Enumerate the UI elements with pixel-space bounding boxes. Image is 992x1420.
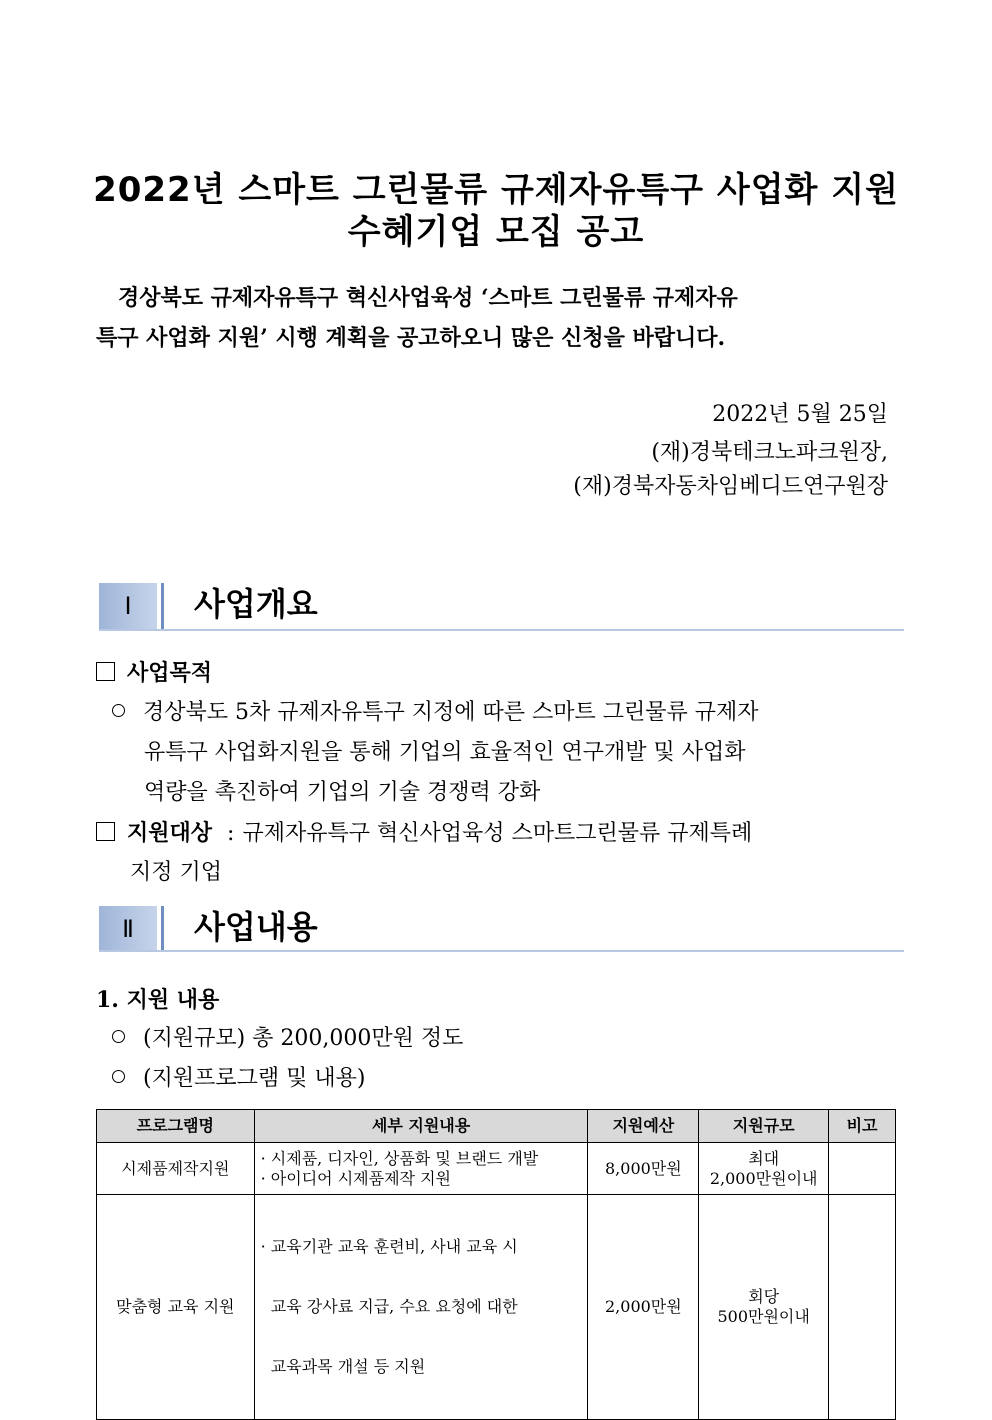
organization-2: (재)경북자동차임베디드연구원장: [573, 474, 888, 499]
scale-cell: [699, 1143, 829, 1195]
budget-cell: 2,000만원: [588, 1195, 699, 1420]
scale-line: 500만원이내: [717, 1307, 810, 1326]
purpose-line-1-row: [112, 693, 759, 733]
detail-line: · 교육기관 교육 훈련비, 사내 교육 시: [260, 1237, 518, 1256]
organization-1: (재)경북테크노파크원장,: [651, 440, 888, 465]
table-header: 세부 지원내용: [254, 1110, 588, 1143]
checkbox-square-icon: [96, 822, 115, 841]
purpose-heading: 사업목적: [127, 660, 213, 686]
detail-line: 교육 강사료 지급, 수요 요청에 대한: [260, 1297, 518, 1316]
purpose-line-1: 경상북도 5차 규제자유특구 지정에 따른 스마트 그린물류 규제자: [143, 700, 759, 725]
intro-line-1: 경상북도 규제자유특구 혁신사업육성 ‘스마트 그린물류 규제자유: [118, 285, 738, 311]
section-2-title: 사업내용: [194, 908, 318, 946]
program-bullet-text: (지원프로그램 및 내용): [143, 1066, 366, 1091]
table-row: [97, 1195, 896, 1420]
section-1-divider: [161, 583, 164, 629]
scale-line: 최대: [748, 1148, 780, 1168]
target-line-2: 지정 기업: [130, 860, 223, 885]
note-cell: [829, 1143, 896, 1195]
announcement-date: 2022년 5월 25일: [712, 402, 888, 427]
scale-cell: [699, 1195, 829, 1420]
table-header-row: [97, 1110, 896, 1143]
document-title-line2: 수혜기업 모집 공고: [347, 212, 645, 252]
program-detail-cell: [254, 1143, 588, 1195]
program-name-cell: 맞춤형 교육 지원: [97, 1195, 255, 1420]
budget-cell: 8,000만원: [588, 1143, 699, 1195]
checkbox-square-icon: [96, 662, 115, 681]
intro-line-2: 특구 사업화 지원’ 시행 계획을 공고하오니 많은 신청을 바랍니다.: [96, 325, 726, 351]
section-2-rule: [99, 950, 904, 952]
scale-bullet-text: (지원규모) 총 200,000만원 정도: [143, 1026, 464, 1051]
circle-bullet-icon: [112, 1030, 125, 1043]
purpose-heading-row: [96, 653, 212, 694]
purpose-line-3: 역량을 촉진하여 기업의 기술 경쟁력 강화: [144, 780, 541, 805]
table-header: 비고: [829, 1110, 896, 1143]
table-row: [97, 1143, 896, 1195]
section-1-rule: [99, 629, 904, 631]
note-cell: [829, 1195, 896, 1420]
scale-line: 2,000만원이내: [709, 1168, 818, 1188]
program-bullet-row: [112, 1059, 365, 1099]
scale-line: 회당: [748, 1287, 780, 1306]
circle-bullet-icon: [112, 1070, 125, 1083]
intro-paragraph: [96, 278, 898, 358]
target-heading: 지원대상: [127, 820, 213, 846]
program-table: [96, 1109, 896, 1420]
section-2-number: Ⅱ: [99, 906, 157, 952]
section-1-number: Ⅰ: [99, 583, 157, 629]
detail-line: · 시제품, 디자인, 상품화 및 브랜드 개발: [260, 1148, 539, 1168]
program-detail-cell: [254, 1195, 588, 1420]
scale-bullet-row: [112, 1019, 463, 1059]
circle-bullet-icon: [112, 704, 125, 717]
detail-line: 교육과목 개설 등 지원: [260, 1357, 426, 1376]
target-line-1: 규제자유특구 혁신사업육성 스마트그린물류 규제특례: [242, 821, 753, 846]
purpose-line-2: 유특구 사업화지원을 통해 기업의 효율적인 연구개발 및 사업화: [144, 740, 746, 765]
table-header: 지원예산: [588, 1110, 699, 1143]
section-1-title: 사업개요: [194, 585, 318, 623]
table-header: 프로그램명: [97, 1110, 255, 1143]
detail-line: · 아이디어 시제품제작 지원: [260, 1168, 451, 1188]
section-2-divider: [161, 906, 164, 952]
table-header: 지원규모: [699, 1110, 829, 1143]
document-title-line1: 2022년 스마트 그린물류 규제자유특구 사업화 지원: [93, 170, 899, 210]
target-separator: :: [227, 821, 235, 846]
program-name-cell: 시제품제작지원: [97, 1143, 255, 1195]
target-row: [96, 813, 752, 854]
subsection-1-heading: 1. 지원 내용: [96, 987, 220, 1013]
